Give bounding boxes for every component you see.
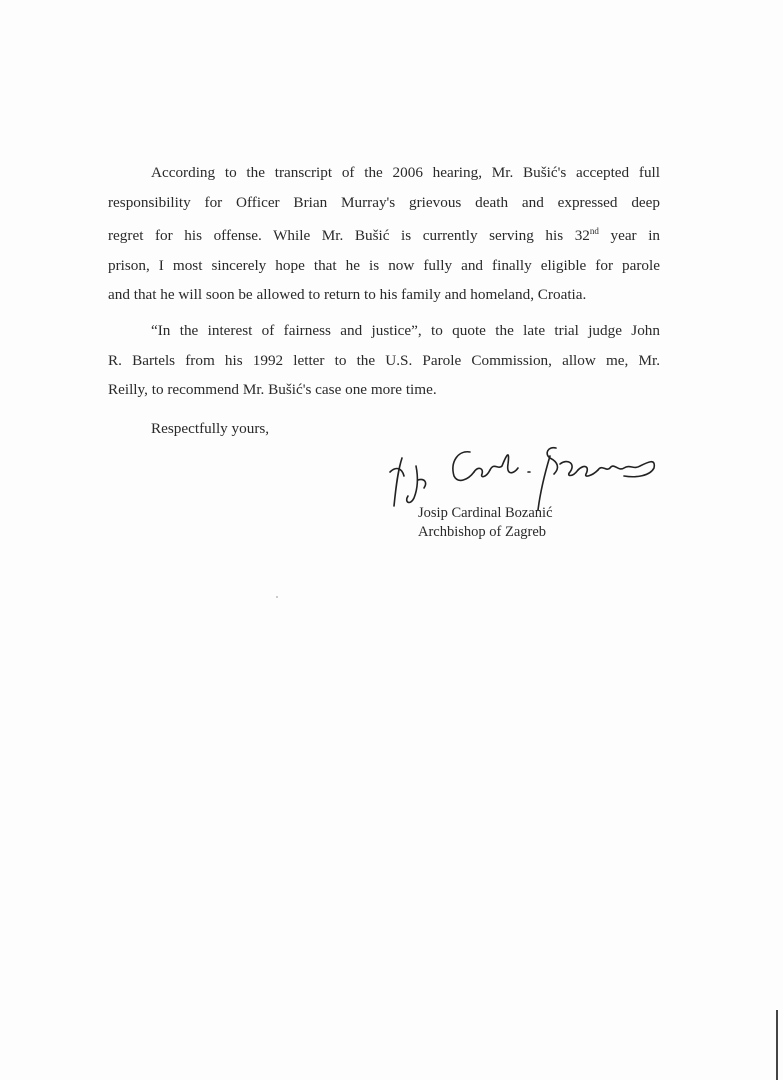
- paragraph-line: prison, I most sincerely hope that he is now fully and finally eligible for parole: [108, 256, 660, 274]
- paragraph-line: and that he will soon be allowed to return to his family and homeland, Croatia.: [108, 286, 587, 304]
- signer-block: [418, 504, 553, 542]
- paragraph-line: [108, 217, 660, 251]
- scan-edge-mark: [776, 1010, 778, 1080]
- closing-salutation: Respectfully yours,: [151, 420, 270, 437]
- ordinal-suffix: nd: [589, 226, 599, 236]
- paragraph-line: Reilly, to recommend Mr. Bušić's case one more time.: [108, 381, 437, 398]
- paragraph-line: responsibility for Officer Brian Murray's grievous death and expressed deep: [108, 193, 660, 211]
- line-text: year in: [598, 227, 661, 245]
- paragraph-line: According to the transcript of the 2006 hearing, Mr. Bušić's accepted full: [151, 164, 660, 181]
- line-text: regret for his offense. While Mr. Bušić is currently serving his 32: [108, 227, 590, 245]
- paragraph-line: R. Bartels from his 1992 letter to the U.S. Parole Commission, allow me, Mr.: [108, 351, 660, 369]
- scan-speck: [276, 596, 278, 598]
- paragraph-line: “In the interest of fairness and justice”, to quote the late trial judge John: [151, 322, 660, 339]
- signer-title: Archbishop of Zagreb: [418, 524, 547, 540]
- signer-name: Josip Cardinal Bozanić: [418, 505, 553, 521]
- paragraph-parole-hearing: [108, 158, 660, 310]
- handwritten-signature: [388, 436, 668, 512]
- paragraph-recommendation: [108, 316, 660, 405]
